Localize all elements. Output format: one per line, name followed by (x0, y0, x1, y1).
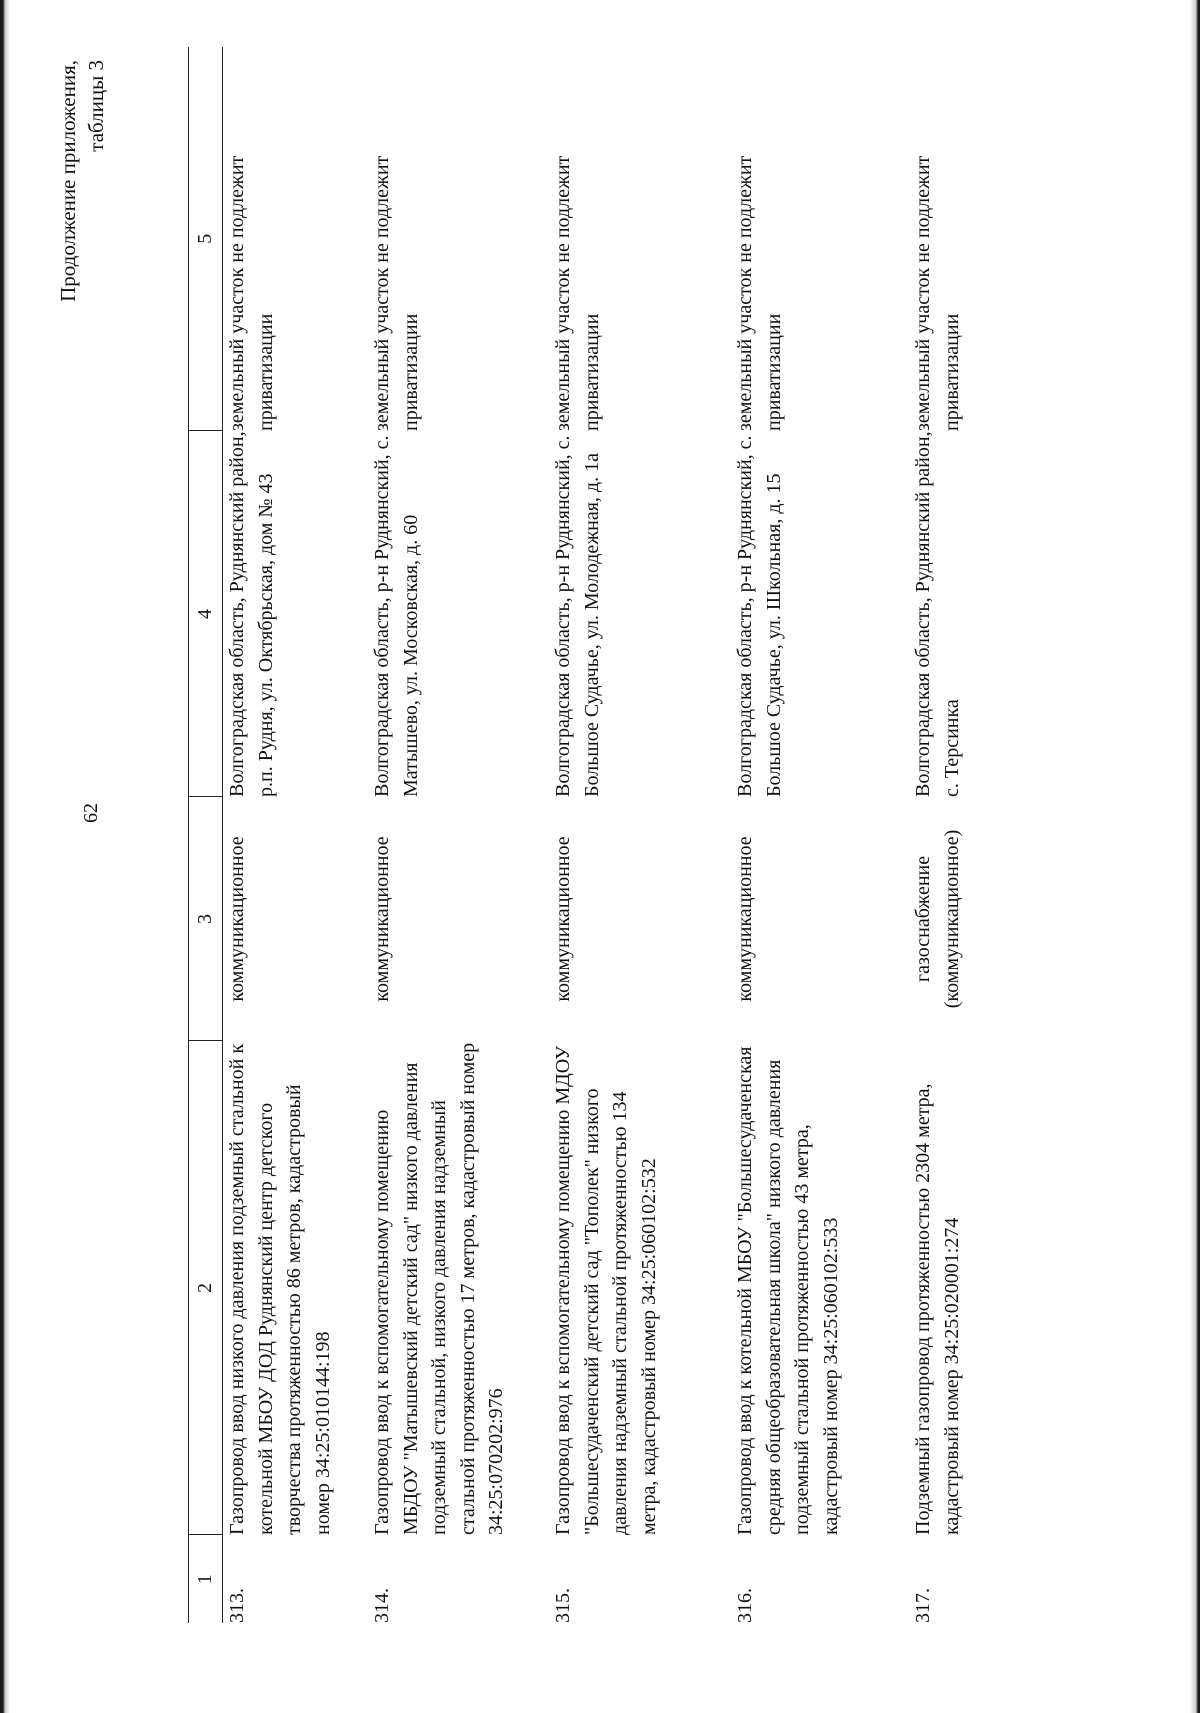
table-row (909, 47, 1019, 1623)
continuation-line-1: Продолжение приложения, (56, 60, 80, 302)
object-description: Газопровод ввод к котельной МБОУ "Большесудаченская средняя общеобразовательная школа" низкого давления подземный стальной протяженностью 43 метра, кадастровый номер 34:25:060102:533 (734, 1046, 842, 1535)
column-header-2: 2 (189, 1041, 223, 1535)
object-purpose: коммуникационное (226, 836, 248, 1002)
continuation-header (54, 60, 110, 302)
column-header-5: 5 (189, 47, 223, 431)
object-description: Подземный газопровод протяженностью 2304 метра, кадастровый номер 34:25:020001:274 (912, 1083, 963, 1535)
object-description: Газопровод ввод к вспомогательному помещению МБДОУ "Матышевский детский сад" низкого давления подземный стальной, низкого давления надземный стальной протяженностью 17 метров, кадастровый номер 34:25:070202:976 (371, 1042, 507, 1535)
privatization-note: земельный участок не подлежит приватизации (552, 155, 603, 431)
object-address: Волгоградская область, р-н Руднянский, с. Большое Судачье, ул. Школьная, д. 15 (734, 435, 785, 797)
table-row (549, 47, 731, 1623)
object-description: Газопровод ввод низкого давления подземный стальной к котельной МБОУ ДОД Руднянский центр детского творчества протяженностью 86 метров, кадастровый номер 34:25:010144:198 (226, 1043, 334, 1535)
object-description: Газопровод ввод к вспомогательному помещению МДОУ "Большесудаченский детский сад "Тополек" низкого давления надземный стальной протяженностью 134 метра, кадастровый номер 34:25:060102:532 (552, 1045, 660, 1535)
object-purpose: газоснабжение (коммуникационное) (912, 829, 963, 1009)
table-row (223, 47, 369, 1623)
object-address: Волгоградская область, р-н Руднянский, с. Матышево, ул. Московская, д. 60 (371, 435, 422, 797)
privatization-note: земельный участок не подлежит приватизации (371, 155, 422, 431)
object-purpose: коммуникационное (552, 836, 574, 1002)
continuation-line-2: таблицы 3 (84, 60, 108, 152)
column-header-3: 3 (189, 797, 223, 1041)
row-number: 316. (734, 1588, 756, 1623)
row-number: 317. (912, 1588, 934, 1623)
privatization-note: земельный участок не подлежит приватизации (734, 155, 785, 431)
table-row (368, 47, 549, 1623)
table-row (731, 47, 909, 1623)
row-number: 315. (552, 1588, 574, 1623)
page-number: 62 (80, 803, 102, 823)
privatization-note: земельный участок не подлежит приватизации (226, 155, 277, 431)
column-header-1: 1 (189, 1535, 223, 1623)
column-header-4: 4 (189, 431, 223, 797)
row-number: 313. (226, 1588, 248, 1623)
object-address: Волгоградская область, Руднянский район, с. Терсинка (912, 431, 963, 797)
object-address: Волгоградская область, Руднянский район, р.п. Рудня, ул. Октябрьская, дом № 43 (226, 431, 277, 797)
object-purpose: коммуникационное (371, 836, 393, 1002)
header-row (189, 47, 223, 1623)
property-table (188, 47, 1019, 1623)
object-address: Волгоградская область, р-н Руднянский, с. Большое Судачье, ул. Молодежная, д. 1а (552, 435, 603, 797)
object-purpose: коммуникационное (734, 836, 756, 1002)
row-number: 314. (371, 1588, 393, 1623)
privatization-note: земельный участок не подлежит приватизации (912, 155, 963, 431)
